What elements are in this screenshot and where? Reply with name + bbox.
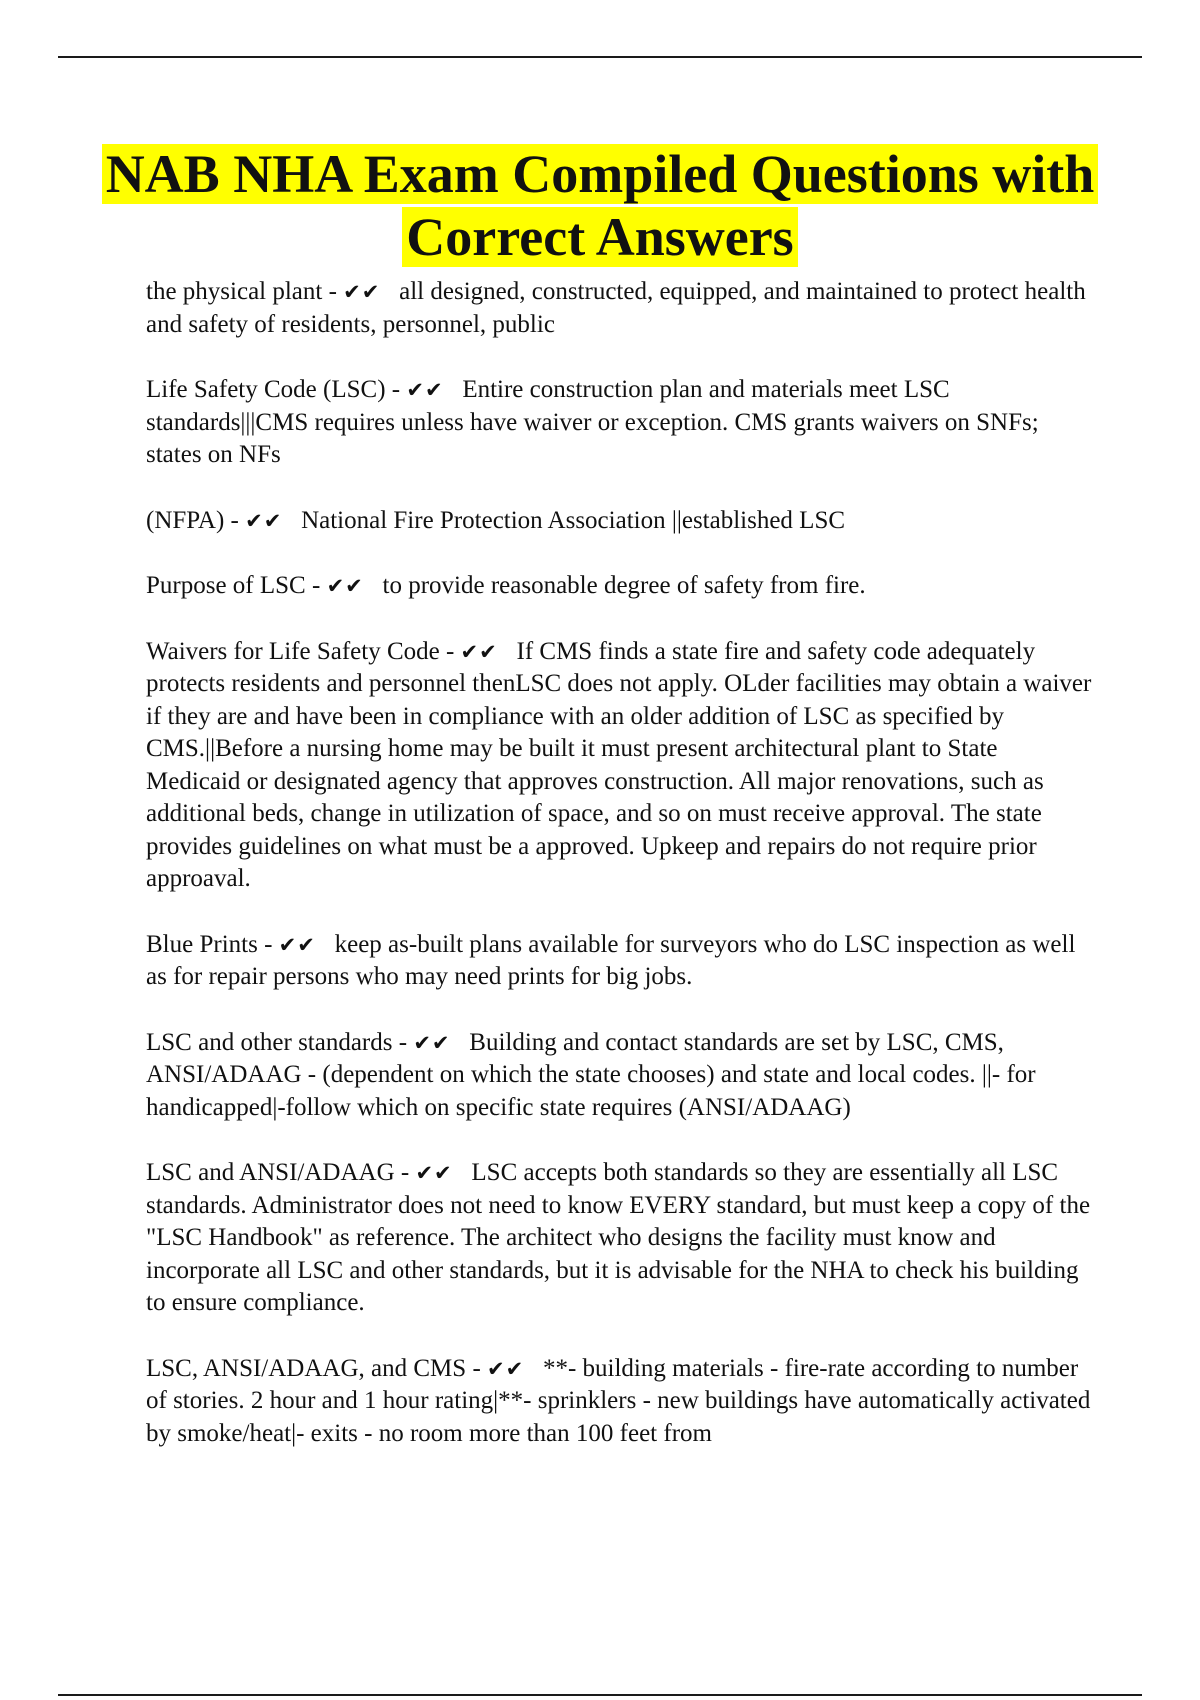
check-icon: ✔✔ — [487, 1356, 525, 1381]
qa-term: (NFPA) — [146, 506, 225, 534]
qa-answer: LSC accepts both standards so they are essentially all LSC standards. Administrator does not need to know EVERY standard, but must keep a copy of the "LSC Handbook" as reference. The architect who designs the facility must know and incorporate all LSC and other standards, but it is advisable for the NHA to check his building to ensure compliance. — [146, 1159, 1091, 1316]
qa-answer: all designed, constructed, equipped, and maintained to protect health and safety of residents, personnel, public — [146, 278, 1086, 338]
qa-answer: to provide reasonable degree of safety from fire. — [382, 572, 866, 599]
qa-term: Waivers for Life Safety Code — [146, 637, 440, 665]
qa-separator: - — [257, 930, 279, 958]
qa-entry — [146, 570, 1092, 603]
qa-separator: - — [466, 1354, 488, 1382]
check-icon: ✔✔ — [415, 1161, 453, 1185]
check-icon: ✔✔ — [245, 508, 283, 533]
qa-term: LSC and ANSI/ADAAG — [146, 1159, 395, 1186]
qa-separator: - — [305, 572, 327, 599]
qa-entry — [146, 1027, 1092, 1125]
qa-answer: keep as-built plans available for surveyors who do LSC inspection as well as for repair persons who may need prints for big jobs. — [146, 930, 1076, 990]
qa-separator: - — [439, 637, 461, 665]
qa-entry — [146, 636, 1092, 896]
qa-entry — [146, 505, 1092, 538]
qa-entry — [146, 1353, 1092, 1451]
top-rule — [58, 56, 1142, 58]
qa-answer: **- building materials - fire-rate according to number of stories. 2 hour and 1 hour rating|**- sprinklers - new buildings have automatically activated by smoke/heat|- exits - no room more than 100 feet from — [146, 1354, 1091, 1447]
qa-separator: - — [224, 506, 246, 534]
qa-separator: - — [394, 1159, 416, 1186]
qa-entry — [146, 1157, 1092, 1320]
qa-term: Life Safety Code (LSC) — [146, 376, 386, 403]
check-icon: ✔✔ — [406, 378, 444, 402]
qa-term: Blue Prints — [146, 930, 258, 958]
qa-entry — [146, 374, 1092, 472]
qa-term: Purpose of LSC — [146, 572, 306, 599]
qa-separator: - — [322, 278, 344, 305]
qa-separator: - — [392, 1028, 414, 1056]
check-icon: ✔✔ — [278, 932, 316, 957]
qa-answer: National Fire Protection Association ||established LSC — [301, 506, 846, 534]
qa-separator: - — [385, 376, 407, 403]
check-icon: ✔✔ — [343, 280, 381, 304]
bottom-rule — [58, 1694, 1142, 1696]
qa-list — [146, 276, 1092, 1483]
qa-answer: If CMS finds a state fire and safety code adequately protects residents and personnel thenLSC does not apply. OLder facilities may obtain a waiver if they are and have been in compliance with an older addition of LSC as specified by CMS.||Before a nursing home may be built it must present architectural plant to State Medicaid or designated agency that approves construction. All major renovations, such as additional beds, change in utilization of space, and so on must receive approval. The state provides guidelines on what must be a approved. Upkeep and repairs do not require prior approaval. — [146, 637, 1092, 892]
check-icon: ✔✔ — [460, 639, 498, 664]
qa-term: the physical plant — [146, 278, 323, 305]
qa-term: LSC, ANSI/ADAAG, and CMS — [146, 1354, 467, 1382]
qa-answer: Building and contact standards are set by LSC, CMS, ANSI/ADAAG - (dependent on which the state chooses) and state and local codes. ||- for handicapped|-follow which on specific state requires (ANSI/ADAAG) — [146, 1028, 1036, 1121]
document-title — [100, 143, 1100, 269]
qa-entry — [146, 929, 1092, 994]
qa-entry — [146, 276, 1092, 341]
qa-answer: Entire construction plan and materials meet LSC standards|||CMS requires unless have waiver or exception. CMS grants waivers on SNFs; states on NFs — [146, 376, 1039, 468]
title-highlight: NAB NHA Exam Compiled Questions with Correct Answers — [102, 144, 1099, 267]
check-icon: ✔✔ — [326, 574, 364, 598]
qa-term: LSC and other standards — [146, 1028, 393, 1056]
check-icon: ✔✔ — [413, 1030, 451, 1055]
